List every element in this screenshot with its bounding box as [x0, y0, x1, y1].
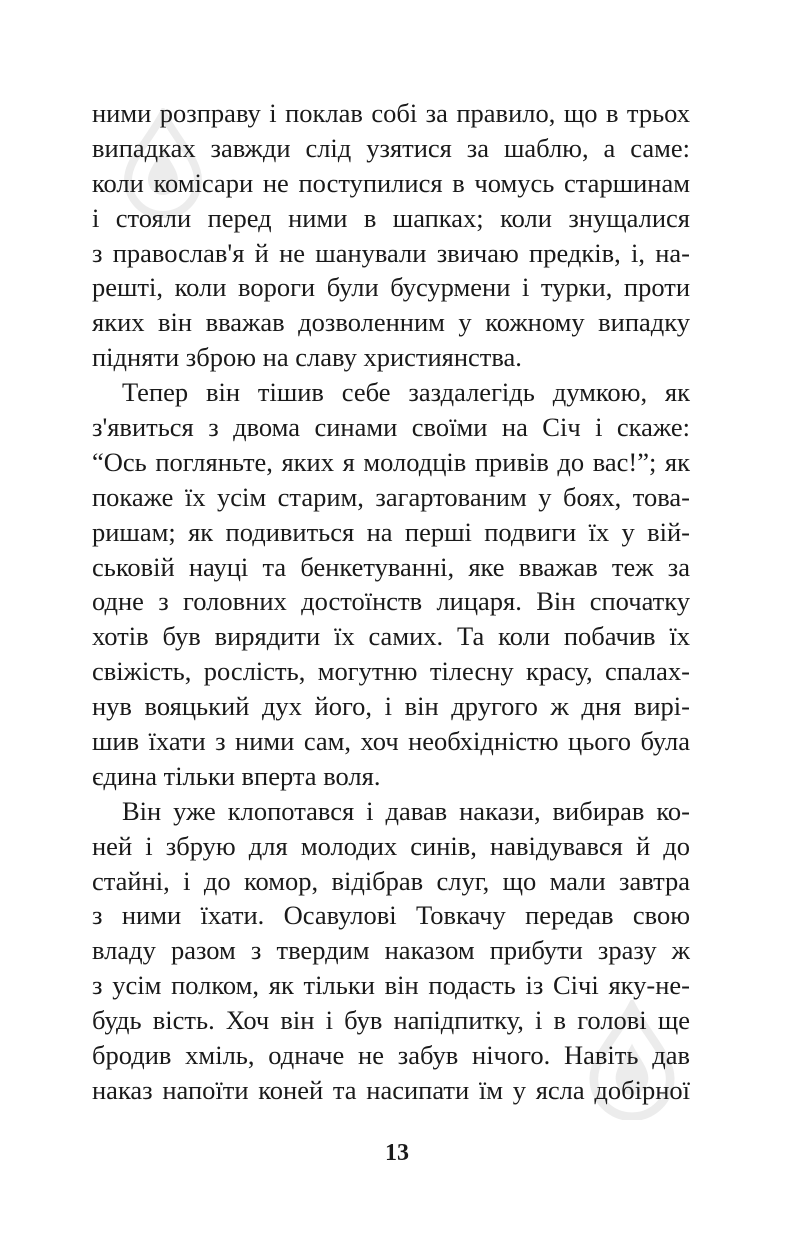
text-line: покаже їх усім старим, загартованим у боях, това-	[92, 481, 690, 512]
text-line: владу разом з твердим наказом прибути зразу ж	[92, 935, 690, 966]
text-line: ришам; як подивиться на перші подвиги їх у вій-	[92, 516, 690, 547]
text-line: свіжість, рослість, могутню тілесну красу, спалах-	[92, 656, 690, 687]
paragraph	[92, 375, 690, 794]
text-line: “Ось погляньте, яких я молодців привів до вас!”; як	[92, 446, 690, 477]
text-line: і стояли перед ними в шапках; коли знущалися	[92, 202, 690, 233]
text-line: випадках завжди слід узятися за шаблю, а саме:	[92, 132, 690, 163]
text-line: з православ'я й не шанували звичаю предків, і, на-	[92, 237, 690, 268]
paragraph	[92, 794, 690, 1108]
text-line: ней і збрую для молодих синів, навідувався й до	[92, 830, 690, 861]
text-line: будь вість. Хоч він і був напідпитку, і в голові ще	[92, 1005, 690, 1036]
text-line: з усім полком, як тільки він подасть із Січі яку-не-	[92, 970, 690, 1001]
text-line: з ними їхати. Осавулові Товкачу передав свою	[92, 900, 690, 931]
text-line: Тепер він тішив себе заздалегідь думкою, як	[122, 377, 690, 408]
page-text	[92, 96, 690, 1108]
text-line: коли комісари не поступилися в чомусь старшинам	[92, 167, 690, 198]
text-line: ськовій науці та бенкетуванні, яке вважав теж за	[92, 551, 690, 582]
text-line: стайні, і до комор, відібрав слуг, що мали завтра	[92, 865, 690, 896]
text-line: з'явиться з двома синами своїми на Січ і скаже:	[92, 412, 690, 443]
text-line: бродив хміль, одначе не забув нічого. Навіть дав	[92, 1040, 690, 1071]
text-line: підняти зброю на славу християнства.	[92, 342, 522, 373]
paragraph	[92, 96, 690, 375]
text-line: Він уже клопотався і давав накази, вибирав ко-	[122, 795, 690, 826]
text-line: наказ напоїти коней та насипати їм у ясла добірної	[92, 1074, 690, 1105]
text-line: шив їхати з ними сам, хоч необхідністю цього була	[92, 726, 690, 757]
text-line: яких він вважав дозволенним у кожному випадку	[92, 307, 690, 338]
text-line: одне з головних достоїнств лицаря. Він спочатку	[92, 586, 690, 617]
text-line: нув вояцький дух його, і він другого ж дня вирі-	[92, 691, 690, 722]
text-line: решті, коли вороги були бусурмени і турки, проти	[92, 272, 690, 303]
page-number: 13	[385, 1140, 409, 1166]
text-line: єдина тільки вперта воля.	[92, 760, 381, 791]
text-line: хотів був вирядити їх самих. Та коли побачив їх	[92, 621, 690, 652]
text-line: ними розправу і поклав собі за правило, що в трьох	[92, 98, 690, 128]
